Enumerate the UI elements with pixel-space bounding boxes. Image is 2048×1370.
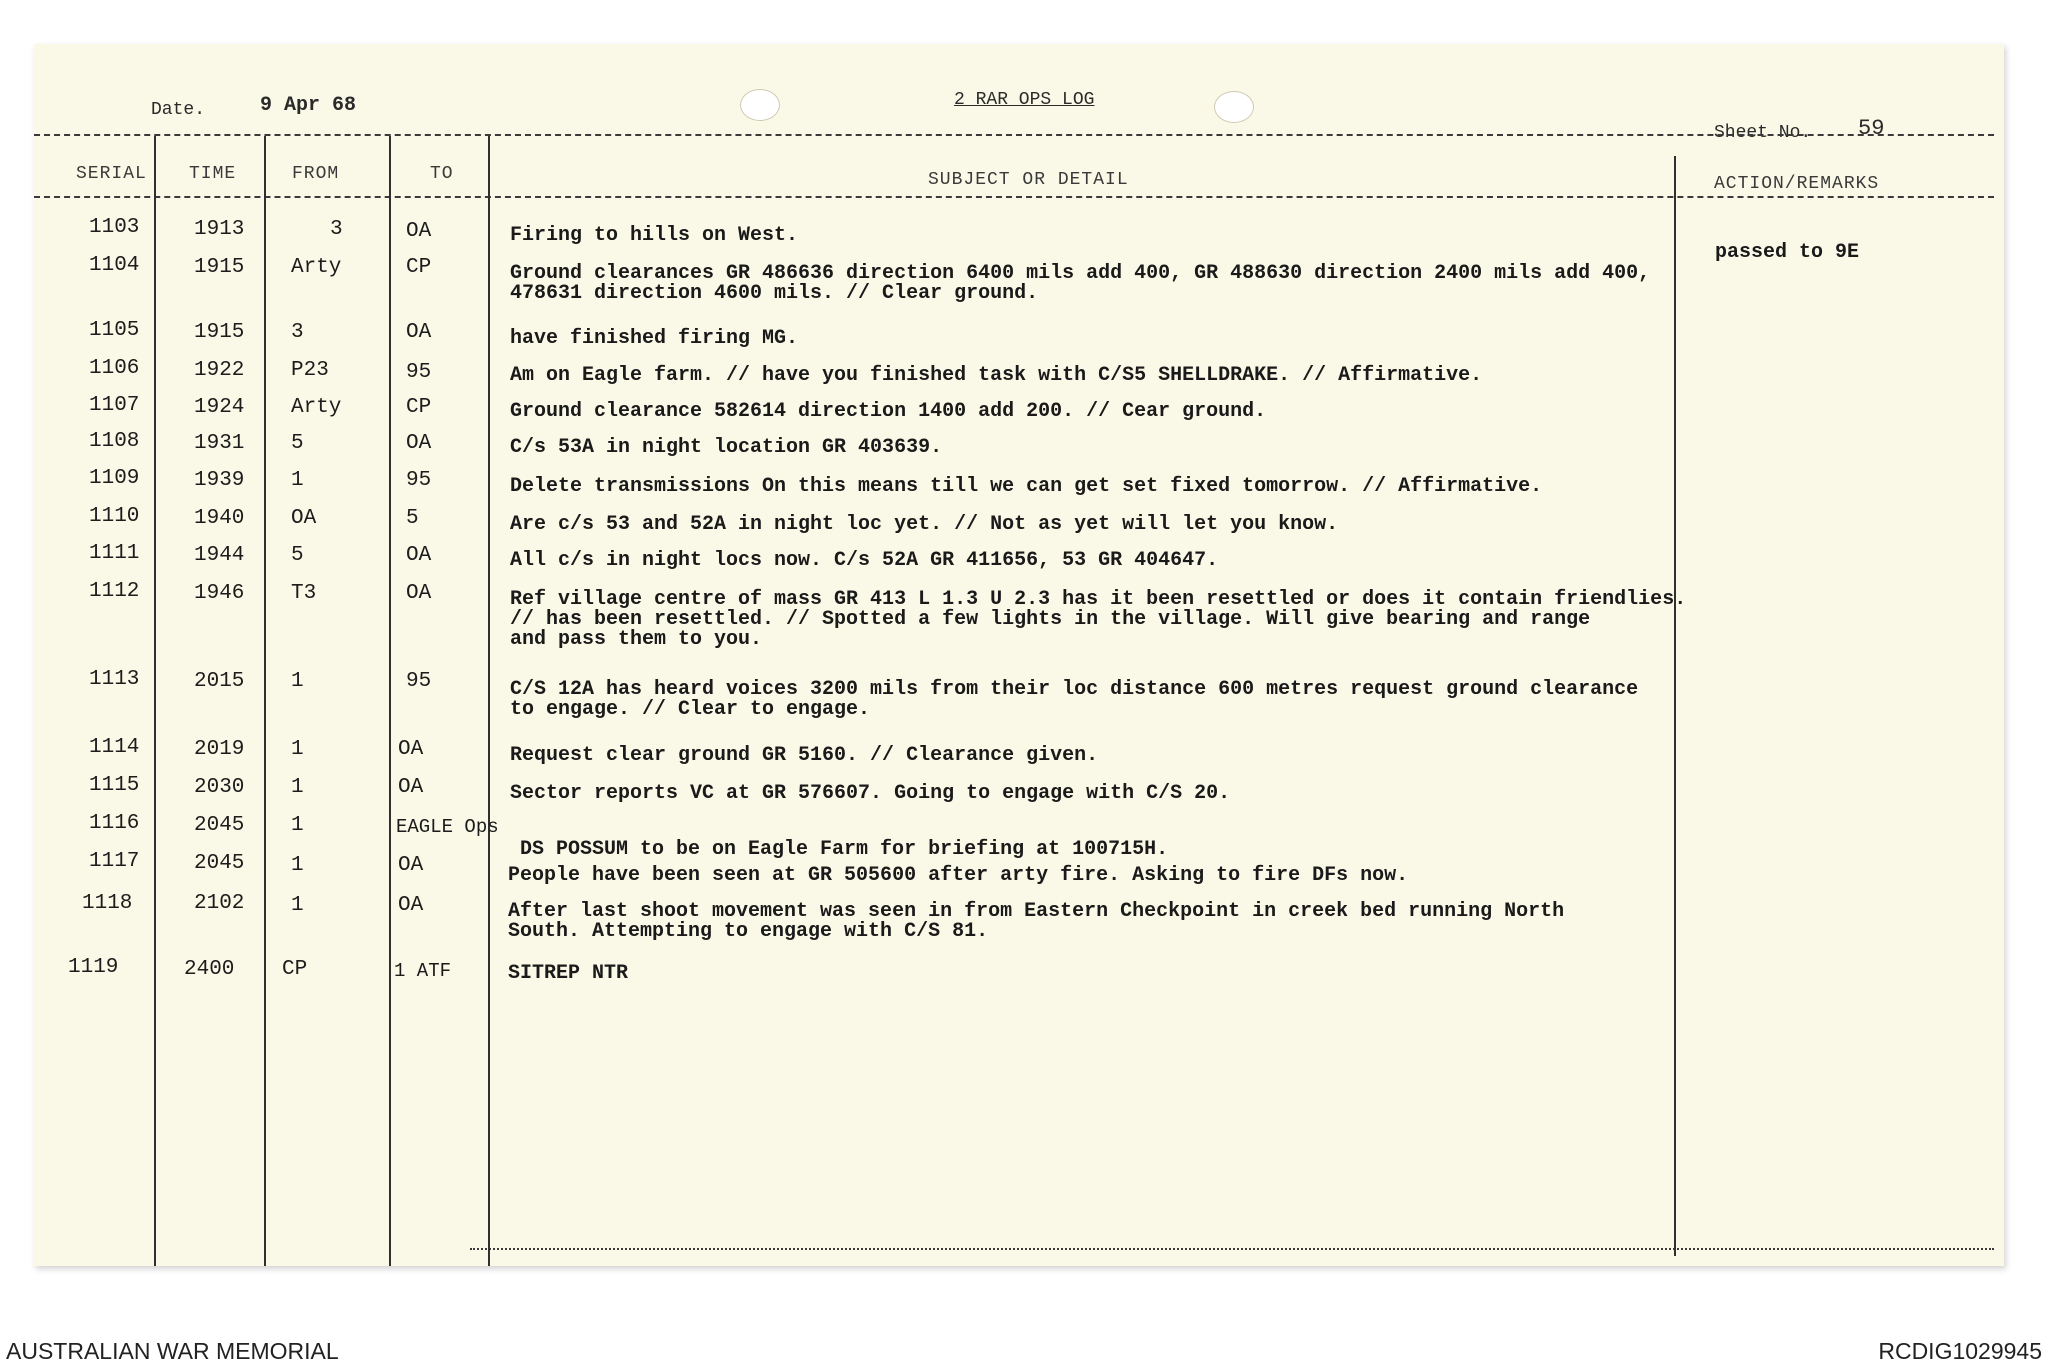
sheet-label: Sheet No. [1714, 123, 1812, 143]
detail-cell: Are c/s 53 and 52A in night loc yet. // Not as yet will let you know. [510, 513, 1339, 536]
from-cell: CP [282, 958, 308, 981]
from-cell: Arty [291, 256, 342, 279]
from-cell: 3 [330, 218, 343, 241]
serial-cell: 1108 [89, 430, 140, 453]
serial-cell: 1111 [89, 542, 140, 565]
divider-serial-time [154, 136, 156, 1266]
from-cell: OA [291, 507, 317, 530]
punch-hole-right [1214, 91, 1254, 123]
serial-cell: 1114 [89, 736, 140, 759]
divider-to-subject [488, 136, 490, 1266]
from-cell: 3 [291, 321, 304, 344]
punch-hole-left [740, 89, 780, 121]
detail-cell: People have been seen at GR 505600 after arty fire. Asking to fire DFs now. [508, 864, 1409, 887]
header-rule [34, 196, 1994, 198]
to-cell: OA [398, 776, 424, 799]
divider-from-to [389, 136, 391, 1266]
to-cell: 95 [406, 670, 432, 693]
to-cell: OA [406, 544, 432, 567]
detail-cell: Request clear ground GR 5160. // Clearance given. [510, 744, 1099, 767]
detail-cell: Am on Eagle farm. // have you finished task with C/S5 SHELLDRAKE. // Affirmative. [510, 364, 1483, 387]
from-cell: 1 [291, 776, 304, 799]
detail-cell: SITREP NTR [508, 962, 629, 985]
to-cell: OA [398, 738, 424, 761]
time-cell: 2400 [184, 958, 235, 981]
sheet-value: 59 [1858, 116, 1885, 141]
column-header-from: FROM [292, 164, 340, 184]
footer-id: RCDIG1029945 [1878, 1338, 2042, 1364]
time-cell: 1944 [194, 544, 245, 567]
serial-cell: 1112 [89, 580, 140, 603]
from-cell: 1 [291, 814, 304, 837]
time-cell: 1939 [194, 469, 245, 492]
detail-cell: DS POSSUM to be on Eagle Farm for briefing at 100715H. [520, 838, 1169, 861]
to-cell: CP [406, 256, 432, 279]
to-cell: OA [406, 220, 432, 243]
bottom-rule [470, 1248, 1994, 1250]
time-cell: 1924 [194, 396, 245, 419]
detail-cell: After last shoot movement was seen in from Eastern Checkpoint in creek bed running North South. Attempting to engage with C/S 81. [508, 900, 1565, 943]
serial-cell: 1103 [89, 216, 140, 239]
time-cell: 2019 [194, 738, 245, 761]
page-title: 2 RAR OPS LOG [954, 90, 1095, 110]
time-cell: 2045 [194, 814, 245, 837]
detail-cell: Ground clearances GR 486636 direction 6400 mils add 400, GR 488630 direction 2400 mils add 400, 478631 direction 4600 mils. // Clear ground. [510, 262, 1651, 305]
detail-cell: C/S 12A has heard voices 3200 mils from their loc distance 600 metres request ground clearance to engage. // Clear to engage. [510, 678, 1639, 721]
to-cell: OA [398, 854, 424, 877]
detail-cell: Ref village centre of mass GR 413 L 1.3 U 2.3 has it been resettled or does it contain friendlies. // has been resettled. // Spotted a few lights in the village. Will give bearing and range and pass them to you. [510, 588, 1687, 651]
from-cell: 1 [291, 469, 304, 492]
to-cell: EAGLE Ops [396, 816, 499, 838]
time-cell: 1913 [194, 218, 245, 241]
from-cell: 5 [291, 432, 304, 455]
serial-cell: 1109 [89, 467, 140, 490]
column-header-time: TIME [189, 164, 237, 184]
column-header-to: TO [430, 164, 454, 184]
detail-cell: Sector reports VC at GR 576607. Going to engage with C/S 20. [510, 782, 1231, 805]
to-cell: OA [406, 432, 432, 455]
to-cell: OA [406, 582, 432, 605]
serial-cell: 1113 [89, 668, 140, 691]
column-header-subject: SUBJECT OR DETAIL [928, 170, 1129, 190]
to-cell: 95 [406, 469, 432, 492]
column-header-serial: SERIAL [76, 164, 147, 184]
time-cell: 2030 [194, 776, 245, 799]
to-cell: 1 ATF [394, 960, 452, 982]
time-cell: 1915 [194, 256, 245, 279]
date-label: Date. [151, 100, 206, 120]
serial-cell: 1107 [89, 394, 140, 417]
detail-cell: have finished firing MG. [510, 327, 799, 350]
footer-credit: AUSTRALIAN WAR MEMORIAL [6, 1338, 339, 1364]
action-cell: passed to 9E [1715, 241, 1860, 264]
serial-cell: 1118 [82, 892, 133, 915]
from-cell: 5 [291, 544, 304, 567]
serial-cell: 1119 [68, 956, 119, 979]
from-cell: 1 [291, 894, 304, 917]
to-cell: OA [406, 321, 432, 344]
time-cell: 2045 [194, 852, 245, 875]
to-cell: OA [398, 894, 424, 917]
from-cell: 1 [291, 738, 304, 761]
to-cell: 5 [406, 507, 419, 530]
date-value: 9 Apr 68 [260, 94, 357, 117]
detail-cell: Ground clearance 582614 direction 1400 add 200. // Cear ground. [510, 400, 1267, 423]
serial-cell: 1106 [89, 357, 140, 380]
time-cell: 1940 [194, 507, 245, 530]
to-cell: CP [406, 396, 432, 419]
from-cell: Arty [291, 396, 342, 419]
time-cell: 1931 [194, 432, 245, 455]
detail-cell: Firing to hills on West. [510, 224, 799, 247]
time-cell: 2102 [194, 892, 245, 915]
serial-cell: 1105 [89, 319, 140, 342]
detail-cell: All c/s in night locs now. C/s 52A GR 411656, 53 GR 404647. [510, 549, 1219, 572]
divider-time-from [264, 136, 266, 1266]
time-cell: 1922 [194, 359, 245, 382]
serial-cell: 1110 [89, 505, 140, 528]
time-cell: 1946 [194, 582, 245, 605]
serial-cell: 1104 [89, 254, 140, 277]
top-rule [34, 134, 1994, 136]
from-cell: P23 [291, 359, 329, 382]
from-cell: 1 [291, 854, 304, 877]
column-header-action: ACTION/REMARKS [1714, 174, 1880, 194]
serial-cell: 1116 [89, 812, 140, 835]
time-cell: 1915 [194, 321, 245, 344]
log-sheet [34, 44, 2004, 1266]
from-cell: T3 [291, 582, 317, 605]
detail-cell: Delete transmissions On this means till we can get set fixed tomorrow. // Affirmative. [510, 475, 1543, 498]
detail-cell: C/s 53A in night location GR 403639. [510, 436, 943, 459]
from-cell: 1 [291, 670, 304, 693]
time-cell: 2015 [194, 670, 245, 693]
serial-cell: 1115 [89, 774, 140, 797]
serial-cell: 1117 [89, 850, 140, 873]
to-cell: 95 [406, 361, 432, 384]
